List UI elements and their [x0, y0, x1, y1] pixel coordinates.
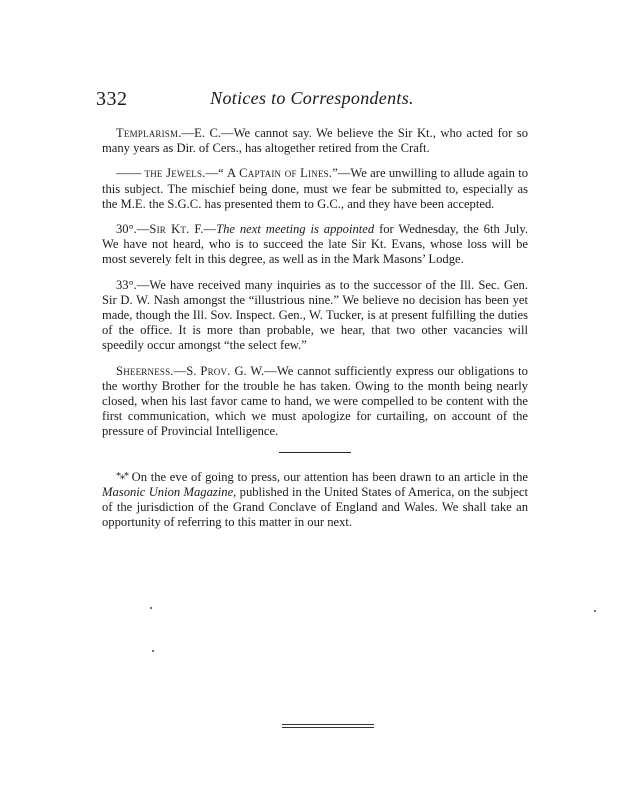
notice-text-a: —S. — [173, 363, 201, 378]
notice-text: 33°.—We have received many inquiries as to the successor of the Ill. Sec. Gen. Sir D. W. Nash amongst the “illustrious nine.” We believe no decision has been yet made, though the Ill. Sov. Inspect. Gen., W. Tucker, is at present fulfilling the duties of the office. It is more than probable, we hear, that two other vacancies will speedily occur amongst “the select few.” — [102, 277, 528, 353]
notice-text: ”—We are unwilling to allude again to this subject. The mischief being done, must we fear be submitted to, especially as the M.E. the S.G.C. has presented them to G.C., and they have been accepted. — [102, 166, 528, 211]
print-speck — [150, 607, 152, 609]
notice-sheerness — [102, 364, 528, 440]
page-number: 332 — [96, 88, 128, 110]
bottom-rule-upper — [282, 724, 374, 725]
notice-30-degree — [102, 222, 528, 268]
running-title: Notices to Correspondents. — [210, 88, 414, 108]
notice-lead: the Jewels. — [144, 166, 206, 181]
notice-text: —E. C.—We cannot say. We believe the Sir Kt., who acted for so many years as Dir. of Cers., has altogether retired from the Craft. — [102, 126, 528, 156]
notice-lead: Sir Kt. — [149, 222, 190, 237]
magazine-title: Masonic Union Magazine, — [102, 484, 237, 499]
notice-lead: Sheerness. — [116, 363, 174, 378]
notice-jewels — [102, 166, 528, 212]
footnote — [102, 469, 528, 531]
page-header — [96, 88, 528, 114]
asterism-mark: *⁎* — [116, 470, 128, 482]
notice-italic: The next meeting is appointed — [216, 222, 375, 237]
notice-text: G. W.—We cannot sufficiently express our obligations to the worthy Brother for the trouble he has taken. Owing to the month being nearly closed, when his last favor came to hand, we were compelled to be content with the first communication, which we must apologize for curtailing, on account of the pressure of Provincial Intelligence. — [102, 363, 528, 439]
notice-templarism — [102, 126, 528, 156]
notice-dash: —— — [116, 166, 145, 181]
notice-quote-open: —“ — [205, 166, 228, 181]
notice-degree: 30°.— — [116, 222, 150, 237]
notice-lead-secondary: A Captain of Lines. — [227, 166, 333, 181]
notices-body — [102, 126, 528, 530]
bottom-rule-lower — [282, 727, 374, 728]
notice-text-a: F.— — [189, 222, 217, 237]
footnote-text: published in the United States of America, on the subject of the jurisdiction of the Grand Conclave of England and Wales. We shall take an opportunity of referring to this matter in our next. — [102, 484, 529, 530]
notice-lead: Templarism. — [116, 126, 182, 140]
print-speck — [152, 650, 154, 652]
footnote-text-a: On the eve of going to press, our attention has been drawn to an article in the — [128, 469, 528, 484]
notice-lead-secondary: Prov. — [200, 363, 231, 378]
print-speck — [594, 610, 596, 612]
section-divider — [279, 452, 351, 453]
notice-33-degree — [102, 278, 528, 354]
notice-text: for Wednesday, the 6th July. We have not heard, who is to succeed the late Sir Kt. Evans, whose loss will be most severely felt in this degree, as well as in the Mark Masons’ Lodge. — [102, 222, 528, 267]
